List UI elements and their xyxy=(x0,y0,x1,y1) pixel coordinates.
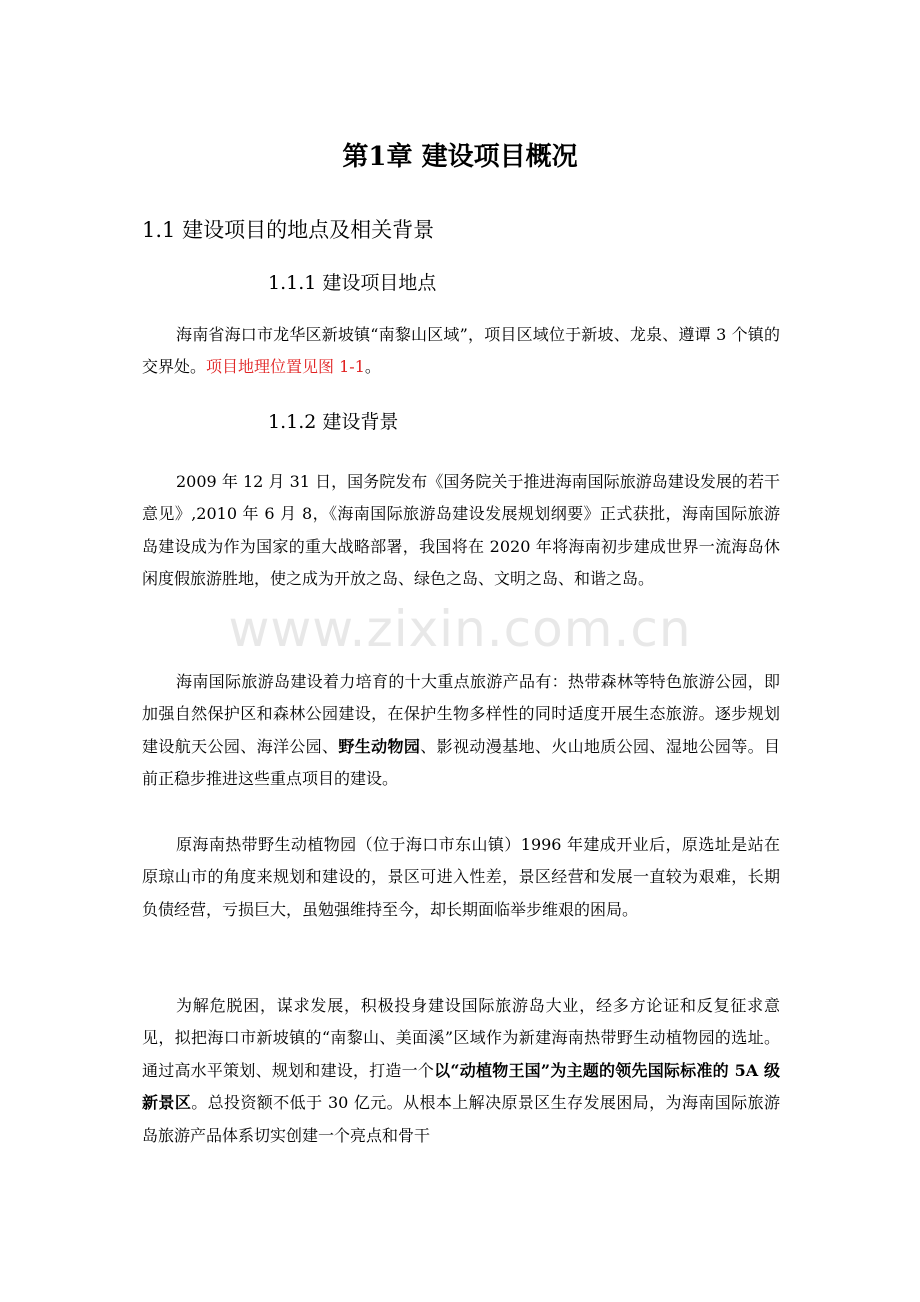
p4-text-after: 。总投资额不低于 30 亿元。从根本上解决原景区生存发展困局，为海南国际旅游岛旅游产品体系切实创建一个亮点和骨干 xyxy=(142,1093,780,1145)
p2-text-after: 、影视动漫基地、火山地质公园、湿地公园等。目前正稳步推进这些重点项目的建设。 xyxy=(142,736,780,789)
chapter-title: 第1章 建设项目概况 xyxy=(342,142,578,172)
p4-text-before: 为解危脱困，谋求发展，积极投身建设国际旅游岛大业，经多方论证和反复征求意见，拟把海口市新坡镇的“南黎山、美面溪”区域作为新建海南热带野生动植物园的选址。通过高水平策划、规划和建设，打造一个 xyxy=(142,996,780,1080)
subsection-title-background: 1.1.2 建设背景 xyxy=(268,411,399,433)
figure-reference: 项目地理位置见图 1-1 xyxy=(206,357,365,377)
location-tail: 。 xyxy=(364,357,381,377)
paragraph-background-4 xyxy=(142,990,780,1152)
p2-text-before: 海南国际旅游岛建设着力培育的十大重点旅游产品有：热带森林等特色旅游公园，即加强自然保护区和森林公园建设，在保护生物多样性的同时适度开展生态旅游。逐步规划建设航天公园、海洋公园、 xyxy=(142,672,780,756)
paragraph-background-1: 2009 年 12 月 31 日，国务院发布《国务院关于推进海南国际旅游岛建设发展的若干意见》,2010 年 6 月 8，《海南国际旅游岛建设发展规划纲要》正式获批，海南国际旅游岛建设成为作为国家的重大战略部署，我国将在 2020 年将海南初步建成世界一流海岛休闲度假旅游胜地，使之成为开放之岛、绿色之岛、文明之岛、和谐之岛。 xyxy=(142,472,780,589)
paragraph-background-2 xyxy=(142,666,780,796)
p4-bold-text: 以“动植物王国”为主题的领先国际标准的 5A 级新景区 xyxy=(142,1060,780,1113)
location-text: 海南省海口市龙华区新坡镇“南黎山区域”，项目区域位于新坡、龙泉、遵谭 3 个镇的交界处。 xyxy=(142,325,780,377)
watermark: www.zixin.com.cn xyxy=(228,600,692,658)
section-title: 1.1 建设项目的地点及相关背景 xyxy=(142,218,435,242)
p2-bold-text: 野生动物园 xyxy=(338,736,421,756)
paragraph-location xyxy=(142,319,780,384)
paragraph-background-3: 原海南热带野生动植物园（位于海口市东山镇）1996 年建成开业后，原选址是站在原琼山市的角度来规划和建设的，景区可进入性差，景区经营和发展一直较为艰难，长期负债经营，亏损巨大，虽勉强维持至今，却长期面临举步维艰的困局。 xyxy=(142,835,780,919)
subsection-title-location: 1.1.1 建设项目地点 xyxy=(268,272,437,294)
